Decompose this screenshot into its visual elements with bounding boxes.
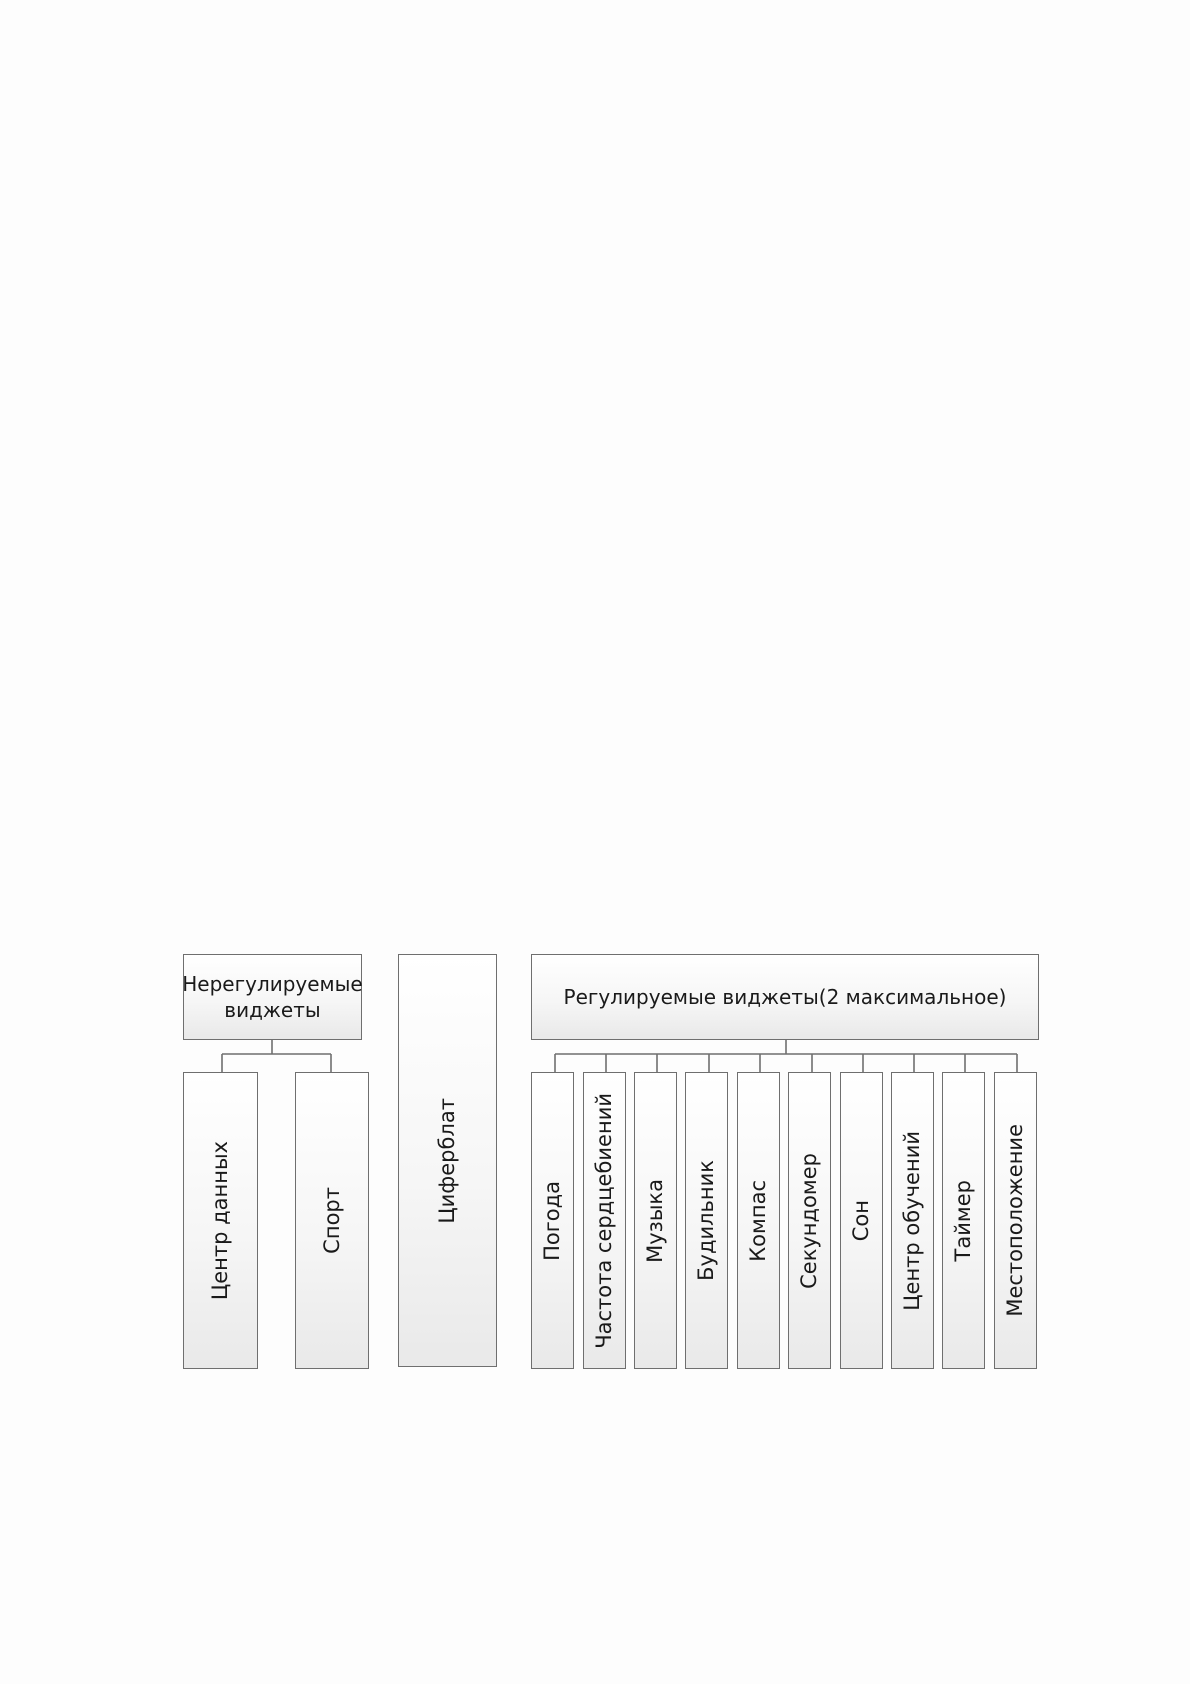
widget-compass — [737, 1072, 780, 1369]
widget-label: Таймер — [951, 1179, 975, 1262]
widget-label: Компас — [746, 1179, 770, 1262]
widget-label: Центр данных — [208, 1140, 232, 1301]
widget-sport — [295, 1072, 369, 1369]
non-adjustable-widgets-title: Нерегулируемые виджеты — [182, 972, 363, 1022]
adjustable-widgets-title: Регулируемые виджеты(2 максимальное) — [563, 985, 1007, 1009]
widget-label: Погода — [540, 1180, 564, 1261]
widget-weather — [531, 1072, 574, 1369]
widget-heart-rate — [583, 1072, 626, 1369]
widget-timer — [942, 1072, 985, 1369]
widget-label: Спорт — [319, 1187, 344, 1254]
widget-label: Местоположение — [1003, 1124, 1027, 1317]
widget-label: Музыка — [643, 1178, 667, 1263]
widget-label: Частота сердцебиений — [592, 1092, 616, 1349]
non-adjustable-widgets-header — [183, 954, 362, 1040]
widget-sleep — [840, 1072, 883, 1369]
widget-label: Центр обучений — [900, 1130, 924, 1311]
watch-face-label: Циферблат — [435, 1097, 459, 1224]
widget-training-center — [891, 1072, 934, 1369]
widget-stopwatch — [788, 1072, 831, 1369]
widget-label: Сон — [849, 1199, 873, 1242]
widget-label: Будильник — [694, 1160, 718, 1281]
watch-face-box — [398, 954, 497, 1367]
widget-music — [634, 1072, 677, 1369]
widget-alarm — [685, 1072, 728, 1369]
widget-label: Секундомер — [797, 1152, 821, 1289]
widget-location — [994, 1072, 1037, 1369]
adjustable-widgets-header — [531, 954, 1039, 1040]
widget-data-center — [183, 1072, 258, 1369]
